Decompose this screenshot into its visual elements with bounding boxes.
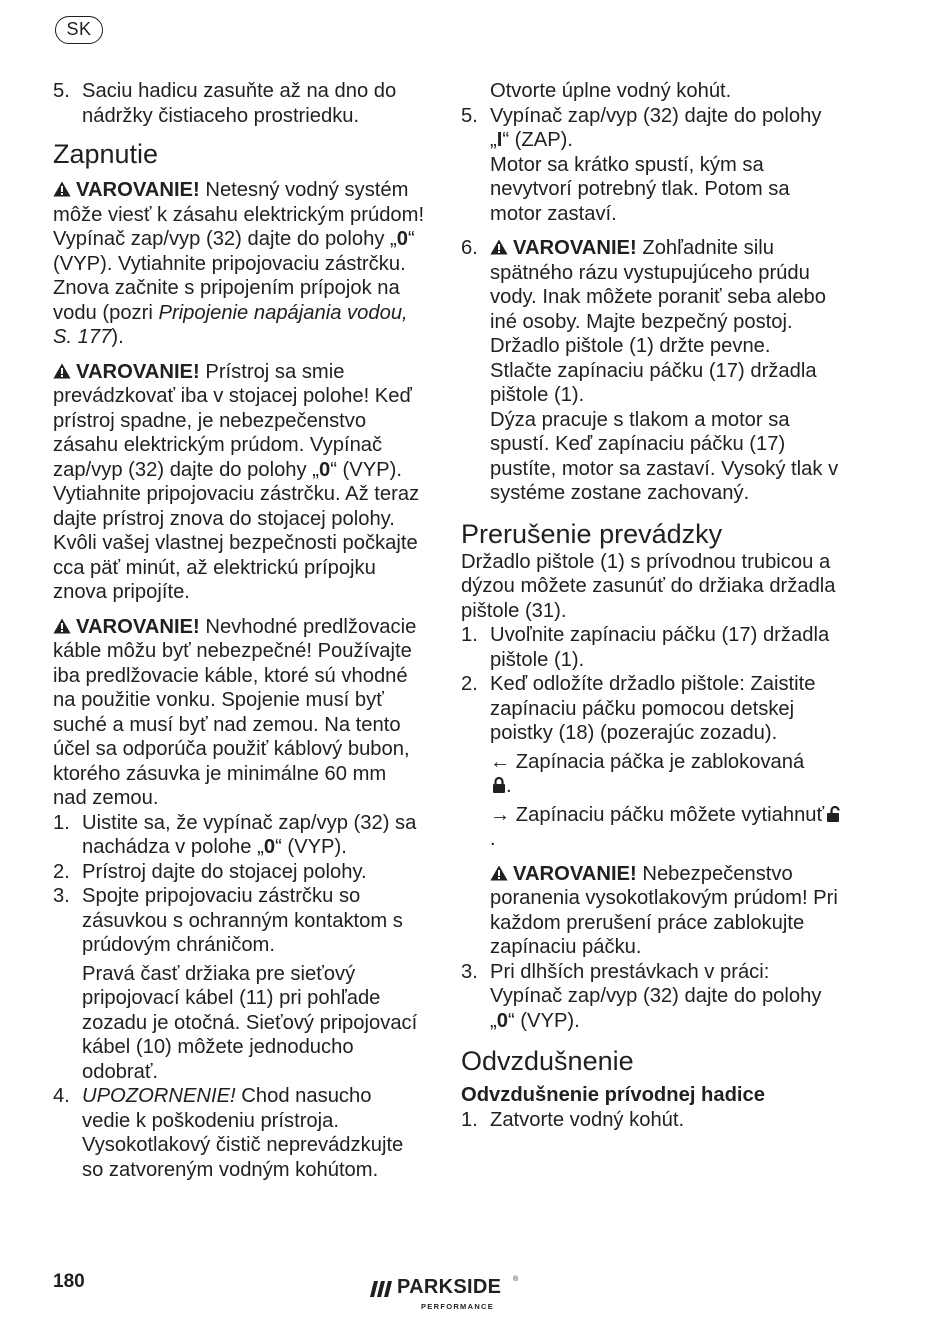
warning-label: VAROVANIE! [513, 237, 637, 259]
section-title-odvzdusnenie: Odvzdušnenie [461, 1046, 634, 1076]
list-item: 1. Uistite sa, že vypínač zap/vyp (32) sa nachádza v polohe „0“ (VYP). [53, 811, 417, 858]
warning-icon [53, 363, 71, 379]
sub-item-locked: ← Zapínacia páčka je zablokovaná . [490, 750, 805, 797]
list-item: 5. Saciu hadicu zasuňte až na dno do nádržky čistiaceho prostriedku. [53, 80, 397, 127]
list-item: 6. VAROVANIE! Zohľadnite silu spätného rázu vystupujúceho prúdu vody. Inak môžete poraniť seba alebo iné osoby. Majte bezpečný postoj. Držadlo pištole (1) držte pevne. [461, 237, 827, 357]
logo-subtitle: PERFORMANCE [421, 1302, 495, 1311]
warning-paragraph: VAROVANIE! Netesný vodný systém môže viesť k zásahu elektrickým prúdom! Vypínač zap/vyp (32) dajte do polohy „0“ (VYP). Vytiahnite pripojovaciu zástrčku. Znova začnite s pripojením prípojok na vodu (pozri Pripojenie napájania vodou, S. 177). [53, 179, 425, 348]
warning-icon [53, 618, 71, 634]
lock-open-icon [826, 805, 840, 823]
warning-icon [490, 239, 508, 255]
logo-registered-mark: ® [513, 1276, 519, 1283]
logo-text: PARKSIDE [397, 1276, 502, 1298]
list-item: 1. Uvoľnite zapínaciu páčku (17) držadla pištole (1). [461, 624, 830, 671]
warning-icon [53, 181, 71, 197]
list-item-continuation: Otvorte úplne vodný kohút. [490, 80, 732, 102]
list-item-continuation: Stlačte zapínaciu páčku (17) držadla pištole (1). [490, 359, 817, 406]
list-item-continuation: Dýza pracuje s tlakom a motor sa spustí. Keď zapínaciu páčku (17) pustíte, motor sa zastaví. Vysoký tlak v systéme zostane zachovaný. [490, 408, 839, 504]
list-item: 2. Keď odložíte držadlo pištole: Zaistite zapínaciu páčku pomocou detskej poistky (18) (pozerajúc zozadu). [461, 673, 816, 744]
sub-item-unlocked: → Zapínaciu páčku môžete vytiahnuť. [461, 803, 841, 852]
warning-paragraph: VAROVANIE! Nevhodné predlžovacie káble môžu byť nebezpečné! Používajte iba predlžovacie káble, ktoré sú vhodné na použitie vonku. Spojenie musí byť suché a musí byť nad zemou. Na tento účel sa odporúča použiť káblový bubon, ktorého zásuvka je minimálne 60 mm nad zemou. [53, 615, 417, 809]
page-number: 180 [53, 1271, 85, 1292]
section-title-prerusenie: Prerušenie prevádzky [461, 518, 723, 549]
section-title-zapnutie: Zapnutie [53, 139, 159, 169]
warning-label: VAROVANIE! [76, 615, 200, 638]
list-item: 3. Spojte pripojovaciu zástrčku so zásuvkou s ochranným kontaktom s prúdovým chráničom. [53, 885, 403, 956]
warning-label: VAROVANIE! [513, 862, 637, 885]
arrow-right-icon: → [490, 803, 511, 826]
warning-label: VAROVANIE! [76, 360, 200, 383]
list-item-continuation: Pravá časť držiaka pre sieťový pripojovací kábel (11) pri pohľade zozadu je otočná. Sieťový pripojovací kábel (10) môžete jednoducho odobrať. [82, 962, 418, 1083]
arrow-left-icon: ← [490, 750, 511, 773]
list-item: 3. Pri dlhších prestávkach v práci: Vypínač zap/vyp (32) dajte do polohy „0“ (VYP). [461, 960, 822, 1032]
logo-slashes-icon [370, 1281, 394, 1297]
right-column [461, 79, 841, 1133]
section-intro: Držadlo pištole (1) s prívodnou trubicou a dýzou môžete zasunúť do držiaka držadla pištole (31). [461, 550, 836, 622]
list-item: 1. Zatvorte vodný kohút. [461, 1109, 685, 1131]
parkside-logo [370, 1276, 520, 1316]
cross-reference: Pripojenie napájania vodou, S. 177 [53, 301, 408, 348]
list-item: 4. UPOZORNENIE! Chod nasucho vedie k poškodeniu prístroja. Vysokotlakový čistič neprevádzkujte so zatvoreným vodným kohútom. [53, 1085, 404, 1181]
left-column [53, 79, 425, 1182]
lock-closed-icon [492, 776, 506, 794]
language-badge: SK [55, 16, 103, 44]
warning-icon [490, 865, 508, 881]
warning-paragraph: VAROVANIE! Prístroj sa smie prevádzkovať iba v stojacej polohe! Keď prístroj spadne, je nebezpečenstvo zásahu elektrickým prúdom. Vypínač zap/vyp (32) dajte do polohy „0“ (VYP). Vytiahnite pripojovaciu zástrčku. Až teraz dajte prístroj znova do stojacej polohy. Kvôli vašej vlastnej bezpečnosti počkajte cca päť minút, až elektrickú prípojku znova pripojíte. [53, 360, 420, 603]
list-item-continuation: Motor sa krátko spustí, kým sa nevytvorí potrebný tlak. Potom sa motor zastaví. [490, 153, 790, 225]
warning-label: VAROVANIE! [76, 179, 200, 201]
subsection-title: Odvzdušnenie prívodnej hadice [461, 1084, 765, 1106]
warning-paragraph: VAROVANIE! Nebezpečenstvo poranenia vysokotlakovým prúdom! Pri každom prerušení práce zablokujte zapínaciu páčku. [490, 862, 838, 958]
list-item: 5. Vypínač zap/vyp (32) dajte do polohy „I“ (ZAP). [461, 104, 822, 151]
list-item: 2. Prístroj dajte do stojacej polohy. [53, 860, 367, 883]
